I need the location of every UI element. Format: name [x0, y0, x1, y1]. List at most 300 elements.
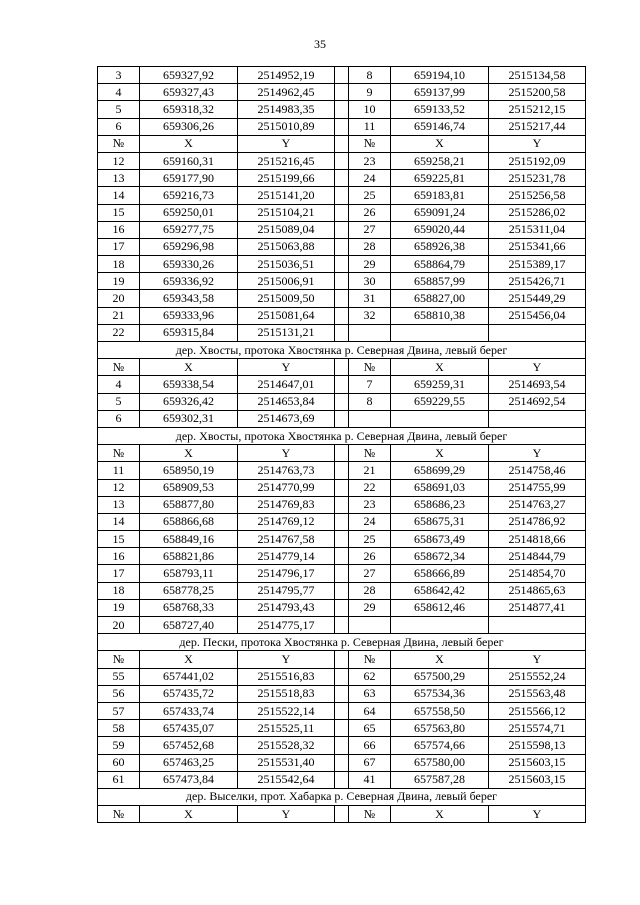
right-y-coordinate: 2514763,27: [489, 496, 586, 513]
right-x-coordinate: 658672,34: [391, 548, 489, 565]
left-y-coordinate: 2515522,14: [238, 702, 335, 719]
left-y-coordinate: 2515216,45: [238, 152, 335, 169]
column-gap: [335, 221, 349, 238]
left-point-number: 12: [98, 152, 140, 169]
left-x-coordinate: 659333,96: [140, 307, 238, 324]
left-x-coordinate: 657473,84: [140, 771, 238, 788]
left-x-coordinate: 659326,42: [140, 393, 238, 410]
right-y-coordinate: 2515286,02: [489, 204, 586, 221]
column-gap: [335, 67, 349, 84]
right-x-coordinate: 658926,38: [391, 238, 489, 255]
right-point-number: 8: [349, 393, 391, 410]
column-gap: [335, 290, 349, 307]
left-y-coordinate: 2515036,51: [238, 256, 335, 273]
right-x-coordinate: [391, 324, 489, 341]
right-point-number: 32: [349, 307, 391, 324]
right-point-number: 22: [349, 479, 391, 496]
right-x-coordinate: 659225,81: [391, 170, 489, 187]
right-point-number: 9: [349, 84, 391, 101]
left-x-coordinate: 658877,80: [140, 496, 238, 513]
left-y-coordinate: 2515531,40: [238, 754, 335, 771]
left-x-coordinate: 659216,73: [140, 187, 238, 204]
right-point-number: 31: [349, 290, 391, 307]
column-gap: [335, 668, 349, 685]
right-point-number: 26: [349, 204, 391, 221]
right-point-number: 25: [349, 187, 391, 204]
column-gap: [335, 204, 349, 221]
left-y-coordinate: 2514767,58: [238, 531, 335, 548]
left-point-number: 20: [98, 617, 140, 634]
column-gap: [335, 359, 349, 376]
left-point-number: 58: [98, 720, 140, 737]
right-x-coordinate: 658691,03: [391, 479, 489, 496]
page-number: 35: [314, 37, 326, 51]
header-x: X: [391, 359, 489, 376]
column-gap: [335, 84, 349, 101]
left-y-coordinate: 2515104,21: [238, 204, 335, 221]
left-x-coordinate: 657433,74: [140, 702, 238, 719]
column-gap: [335, 135, 349, 152]
right-point-number: 10: [349, 101, 391, 118]
right-y-coordinate: 2515603,15: [489, 771, 586, 788]
table-row: [98, 582, 586, 599]
table-row: [98, 737, 586, 754]
left-point-number: 4: [98, 84, 140, 101]
right-x-coordinate: 658810,38: [391, 307, 489, 324]
left-point-number: 59: [98, 737, 140, 754]
column-gap: [335, 754, 349, 771]
column-header-row: [98, 359, 586, 376]
left-x-coordinate: 657441,02: [140, 668, 238, 685]
table-row: [98, 376, 586, 393]
right-point-number: 41: [349, 771, 391, 788]
left-y-coordinate: 2515528,32: [238, 737, 335, 754]
column-gap: [335, 152, 349, 169]
right-point-number: 63: [349, 685, 391, 702]
header-x: X: [391, 445, 489, 462]
left-point-number: 18: [98, 256, 140, 273]
right-y-coordinate: 2515231,78: [489, 170, 586, 187]
right-x-coordinate: 658827,00: [391, 290, 489, 307]
table-row: [98, 324, 586, 341]
right-y-coordinate: [489, 324, 586, 341]
table-row: [98, 462, 586, 479]
left-point-number: 13: [98, 170, 140, 187]
column-header-row: [98, 806, 586, 823]
left-point-number: 56: [98, 685, 140, 702]
table-row: [98, 496, 586, 513]
column-gap: [335, 256, 349, 273]
right-y-coordinate: 2515456,04: [489, 307, 586, 324]
right-x-coordinate: 657534,36: [391, 685, 489, 702]
header-y: Y: [238, 806, 335, 823]
table-row: [98, 256, 586, 273]
right-x-coordinate: 659133,52: [391, 101, 489, 118]
column-header-row: [98, 651, 586, 668]
section-title-row: [98, 634, 586, 651]
left-y-coordinate: 2514763,73: [238, 462, 335, 479]
right-y-coordinate: 2515212,15: [489, 101, 586, 118]
header-y: Y: [489, 359, 586, 376]
left-x-coordinate: 659338,54: [140, 376, 238, 393]
left-y-coordinate: 2514770,99: [238, 479, 335, 496]
column-gap: [335, 806, 349, 823]
right-point-number: 25: [349, 531, 391, 548]
right-y-coordinate: 2515256,58: [489, 187, 586, 204]
column-gap: [335, 376, 349, 393]
left-point-number: 14: [98, 187, 140, 204]
table-row: [98, 393, 586, 410]
header-no: №: [349, 806, 391, 823]
column-gap: [335, 685, 349, 702]
left-y-coordinate: 2514796,17: [238, 565, 335, 582]
right-y-coordinate: 2515341,66: [489, 238, 586, 255]
left-x-coordinate: 659315,84: [140, 324, 238, 341]
column-gap: [335, 410, 349, 427]
right-x-coordinate: 658673,49: [391, 531, 489, 548]
right-y-coordinate: 2514786,92: [489, 513, 586, 530]
left-x-coordinate: 657435,07: [140, 720, 238, 737]
right-y-coordinate: 2515311,04: [489, 221, 586, 238]
column-gap: [335, 187, 349, 204]
table-row: [98, 531, 586, 548]
right-point-number: 28: [349, 582, 391, 599]
table-row: [98, 513, 586, 530]
left-y-coordinate: 2515006,91: [238, 273, 335, 290]
left-point-number: 5: [98, 393, 140, 410]
right-point-number: 7: [349, 376, 391, 393]
table-row: [98, 290, 586, 307]
left-y-coordinate: 2515010,89: [238, 118, 335, 135]
right-y-coordinate: 2514818,66: [489, 531, 586, 548]
column-gap: [335, 531, 349, 548]
left-point-number: 21: [98, 307, 140, 324]
column-gap: [335, 324, 349, 341]
table-row: [98, 152, 586, 169]
left-point-number: 17: [98, 565, 140, 582]
left-y-coordinate: 2515199,66: [238, 170, 335, 187]
right-y-coordinate: 2515217,44: [489, 118, 586, 135]
left-y-coordinate: 2515081,64: [238, 307, 335, 324]
left-y-coordinate: 2515542,64: [238, 771, 335, 788]
left-x-coordinate: 659302,31: [140, 410, 238, 427]
left-y-coordinate: 2514779,14: [238, 548, 335, 565]
right-x-coordinate: 657563,80: [391, 720, 489, 737]
column-gap: [335, 479, 349, 496]
left-x-coordinate: 657452,68: [140, 737, 238, 754]
header-x: X: [391, 651, 489, 668]
table-row: [98, 599, 586, 616]
column-gap: [335, 496, 349, 513]
section-title: дер. Пески, протока Хвостянка р. Северная Двина, левый берег: [98, 634, 586, 651]
header-y: Y: [489, 135, 586, 152]
right-x-coordinate: 659146,74: [391, 118, 489, 135]
left-y-coordinate: 2514647,01: [238, 376, 335, 393]
section-title: дер. Хвосты, протока Хвостянка р. Северная Двина, левый берег: [98, 342, 586, 359]
column-gap: [335, 599, 349, 616]
left-x-coordinate: 658909,53: [140, 479, 238, 496]
right-y-coordinate: 2515426,71: [489, 273, 586, 290]
right-x-coordinate: 659020,44: [391, 221, 489, 238]
left-point-number: 15: [98, 531, 140, 548]
right-point-number: 67: [349, 754, 391, 771]
table-row: [98, 273, 586, 290]
right-y-coordinate: 2515563,48: [489, 685, 586, 702]
left-y-coordinate: 2514775,17: [238, 617, 335, 634]
header-y: Y: [489, 651, 586, 668]
right-y-coordinate: 2514758,46: [489, 462, 586, 479]
right-y-coordinate: 2515552,24: [489, 668, 586, 685]
section-title-row: [98, 427, 586, 444]
left-point-number: 18: [98, 582, 140, 599]
left-point-number: 19: [98, 273, 140, 290]
left-x-coordinate: 659327,92: [140, 67, 238, 84]
left-y-coordinate: 2514673,69: [238, 410, 335, 427]
header-y: Y: [238, 359, 335, 376]
right-y-coordinate: 2515603,15: [489, 754, 586, 771]
header-no: №: [349, 135, 391, 152]
left-point-number: 5: [98, 101, 140, 118]
left-y-coordinate: 2514769,12: [238, 513, 335, 530]
left-x-coordinate: 659160,31: [140, 152, 238, 169]
table-row: [98, 101, 586, 118]
header-y: Y: [489, 445, 586, 462]
right-y-coordinate: 2514692,54: [489, 393, 586, 410]
left-x-coordinate: 659318,32: [140, 101, 238, 118]
header-no: №: [98, 359, 140, 376]
left-x-coordinate: 659296,98: [140, 238, 238, 255]
right-point-number: 30: [349, 273, 391, 290]
left-y-coordinate: 2514653,84: [238, 393, 335, 410]
right-y-coordinate: 2515192,09: [489, 152, 586, 169]
right-y-coordinate: 2515566,12: [489, 702, 586, 719]
left-point-number: 11: [98, 462, 140, 479]
right-y-coordinate: 2515389,17: [489, 256, 586, 273]
column-gap: [335, 548, 349, 565]
table-row: [98, 187, 586, 204]
right-y-coordinate: 2514844,79: [489, 548, 586, 565]
table-row: [98, 617, 586, 634]
left-x-coordinate: 657435,72: [140, 685, 238, 702]
table-row: [98, 118, 586, 135]
table-row: [98, 668, 586, 685]
header-no: №: [349, 445, 391, 462]
table-row: [98, 685, 586, 702]
column-gap: [335, 651, 349, 668]
left-y-coordinate: 2514793,43: [238, 599, 335, 616]
right-x-coordinate: 659259,31: [391, 376, 489, 393]
left-point-number: 20: [98, 290, 140, 307]
left-point-number: 6: [98, 410, 140, 427]
header-no: №: [349, 651, 391, 668]
right-point-number: 11: [349, 118, 391, 135]
header-no: №: [98, 806, 140, 823]
left-y-coordinate: 2514983,35: [238, 101, 335, 118]
table-row: [98, 565, 586, 582]
left-x-coordinate: 659327,43: [140, 84, 238, 101]
right-point-number: 24: [349, 170, 391, 187]
right-x-coordinate: 659137,99: [391, 84, 489, 101]
right-point-number: [349, 617, 391, 634]
table-row: [98, 479, 586, 496]
column-gap: [335, 720, 349, 737]
table-row: [98, 771, 586, 788]
left-x-coordinate: 658768,33: [140, 599, 238, 616]
right-x-coordinate: 658699,29: [391, 462, 489, 479]
column-gap: [335, 393, 349, 410]
header-x: X: [140, 806, 238, 823]
column-gap: [335, 771, 349, 788]
left-y-coordinate: 2514962,45: [238, 84, 335, 101]
column-gap: [335, 307, 349, 324]
right-x-coordinate: 659229,55: [391, 393, 489, 410]
right-x-coordinate: 658686,23: [391, 496, 489, 513]
right-point-number: 27: [349, 221, 391, 238]
right-x-coordinate: 659258,21: [391, 152, 489, 169]
right-x-coordinate: 658666,89: [391, 565, 489, 582]
header-no: №: [98, 651, 140, 668]
table-row: [98, 548, 586, 565]
left-x-coordinate: 659306,26: [140, 118, 238, 135]
right-point-number: 29: [349, 599, 391, 616]
right-point-number: 64: [349, 702, 391, 719]
left-y-coordinate: 2515141,20: [238, 187, 335, 204]
table-row: [98, 410, 586, 427]
column-gap: [335, 702, 349, 719]
table-row: [98, 204, 586, 221]
left-point-number: 17: [98, 238, 140, 255]
left-y-coordinate: 2515518,83: [238, 685, 335, 702]
left-point-number: 4: [98, 376, 140, 393]
coordinates-table: [97, 66, 586, 823]
left-point-number: 22: [98, 324, 140, 341]
right-x-coordinate: 659194,10: [391, 67, 489, 84]
left-x-coordinate: 658950,19: [140, 462, 238, 479]
column-gap: [335, 737, 349, 754]
right-point-number: 24: [349, 513, 391, 530]
header-x: X: [140, 651, 238, 668]
left-y-coordinate: 2514952,19: [238, 67, 335, 84]
left-y-coordinate: 2514795,77: [238, 582, 335, 599]
right-y-coordinate: [489, 617, 586, 634]
right-point-number: 8: [349, 67, 391, 84]
left-y-coordinate: 2515009,50: [238, 290, 335, 307]
right-x-coordinate: 657574,66: [391, 737, 489, 754]
header-x: X: [140, 359, 238, 376]
column-gap: [335, 101, 349, 118]
table-row: [98, 170, 586, 187]
right-x-coordinate: 657580,00: [391, 754, 489, 771]
header-x: X: [140, 135, 238, 152]
table-row: [98, 84, 586, 101]
header-y: Y: [238, 135, 335, 152]
left-x-coordinate: 658866,68: [140, 513, 238, 530]
column-header-row: [98, 135, 586, 152]
left-y-coordinate: 2515516,83: [238, 668, 335, 685]
header-y: Y: [238, 445, 335, 462]
right-y-coordinate: 2515134,58: [489, 67, 586, 84]
column-gap: [335, 118, 349, 135]
right-x-coordinate: 657587,28: [391, 771, 489, 788]
column-gap: [335, 462, 349, 479]
section-title: дер. Хвосты, протока Хвостянка р. Северная Двина, левый берег: [98, 427, 586, 444]
left-point-number: 57: [98, 702, 140, 719]
left-point-number: 16: [98, 548, 140, 565]
left-y-coordinate: 2515525,11: [238, 720, 335, 737]
table-row: [98, 238, 586, 255]
right-x-coordinate: [391, 617, 489, 634]
left-x-coordinate: 659336,92: [140, 273, 238, 290]
left-point-number: 16: [98, 221, 140, 238]
left-x-coordinate: 658821,86: [140, 548, 238, 565]
left-point-number: 3: [98, 67, 140, 84]
left-x-coordinate: 659250,01: [140, 204, 238, 221]
right-y-coordinate: 2515200,58: [489, 84, 586, 101]
header-x: X: [140, 445, 238, 462]
right-point-number: 62: [349, 668, 391, 685]
left-y-coordinate: 2515063,88: [238, 238, 335, 255]
right-point-number: 29: [349, 256, 391, 273]
right-point-number: [349, 410, 391, 427]
left-point-number: 61: [98, 771, 140, 788]
section-title-row: [98, 788, 586, 805]
right-point-number: 21: [349, 462, 391, 479]
right-x-coordinate: [391, 410, 489, 427]
right-y-coordinate: 2514865,63: [489, 582, 586, 599]
table-row: [98, 67, 586, 84]
left-y-coordinate: 2515131,21: [238, 324, 335, 341]
table-row: [98, 307, 586, 324]
column-gap: [335, 513, 349, 530]
left-point-number: 12: [98, 479, 140, 496]
column-header-row: [98, 445, 586, 462]
header-no: №: [98, 135, 140, 152]
right-y-coordinate: 2514755,99: [489, 479, 586, 496]
left-y-coordinate: 2514769,83: [238, 496, 335, 513]
column-gap: [335, 582, 349, 599]
section-title: дер. Выселки, прот. Хабарка р. Северная Двина, левый берег: [98, 788, 586, 805]
left-x-coordinate: 658849,16: [140, 531, 238, 548]
right-point-number: 23: [349, 496, 391, 513]
column-gap: [335, 565, 349, 582]
header-y: Y: [489, 806, 586, 823]
left-x-coordinate: 658778,25: [140, 582, 238, 599]
left-x-coordinate: 659343,58: [140, 290, 238, 307]
right-y-coordinate: 2514877,41: [489, 599, 586, 616]
column-gap: [335, 445, 349, 462]
left-x-coordinate: 657463,25: [140, 754, 238, 771]
table-row: [98, 702, 586, 719]
left-x-coordinate: 659330,26: [140, 256, 238, 273]
right-y-coordinate: [489, 410, 586, 427]
right-point-number: 23: [349, 152, 391, 169]
left-y-coordinate: 2515089,04: [238, 221, 335, 238]
left-x-coordinate: 658727,40: [140, 617, 238, 634]
right-point-number: 65: [349, 720, 391, 737]
right-y-coordinate: 2515449,29: [489, 290, 586, 307]
right-y-coordinate: 2514854,70: [489, 565, 586, 582]
right-x-coordinate: 658864,79: [391, 256, 489, 273]
right-point-number: 28: [349, 238, 391, 255]
column-gap: [335, 273, 349, 290]
section-title-row: [98, 342, 586, 359]
table-row: [98, 754, 586, 771]
right-point-number: [349, 324, 391, 341]
right-x-coordinate: 658642,42: [391, 582, 489, 599]
right-x-coordinate: 658857,99: [391, 273, 489, 290]
table-row: [98, 221, 586, 238]
right-x-coordinate: 659183,81: [391, 187, 489, 204]
